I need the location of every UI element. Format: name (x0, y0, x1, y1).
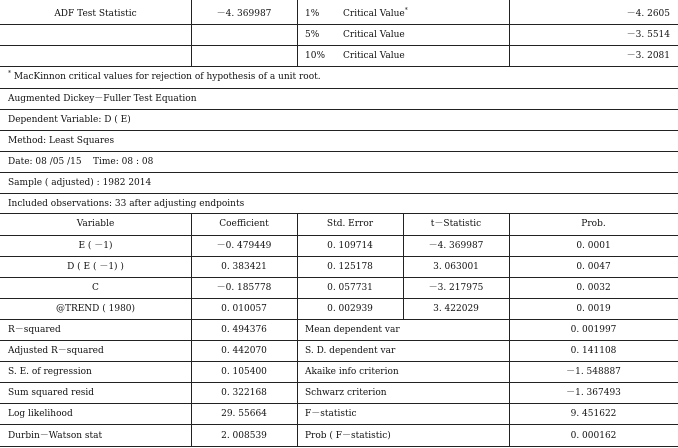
equation-title: Augmented Dickey－Fuller Test Equation (8, 94, 197, 104)
table-row-prob: 0. 0001 (576, 241, 611, 251)
table-row-t-stat: 3. 063001 (433, 262, 479, 272)
method: Method: Least Squares (8, 136, 115, 146)
table-row-t-stat: 3. 422029 (433, 304, 479, 314)
table-row-coefficient: 0. 383421 (221, 262, 267, 272)
row-divider (0, 319, 678, 320)
row-divider (0, 109, 678, 110)
table-row-prob: 0. 0047 (576, 262, 611, 272)
stat-label: Akaike info criterion (305, 367, 399, 377)
table-row-coefficient: －0. 185778 (216, 283, 272, 293)
stat-value: 0. 105400 (221, 367, 267, 377)
stat-value: 0. 494376 (221, 325, 267, 335)
row-divider (0, 361, 678, 362)
stat-value: 0. 442070 (221, 346, 267, 356)
stat-value: 0. 322168 (221, 388, 267, 398)
crit-level-10: 10% (305, 51, 326, 61)
crit-value-1: －4. 2605 (626, 9, 670, 19)
crit-level-1: 1% (305, 9, 320, 19)
table-row-t-stat: －3. 217975 (428, 283, 484, 293)
col-divider (191, 319, 192, 446)
table-row-variable: @TREND ( 1980) (55, 304, 136, 314)
col-header-t-stat: t－Statistic (430, 219, 482, 229)
table-row-std-error: 0. 002939 (327, 304, 373, 314)
col-header-variable: Variable (76, 219, 115, 229)
stat-label: R－squared (8, 325, 61, 335)
dependent-variable: Dependent Variable: D ( E) (8, 115, 131, 125)
col-header-prob: Prob. (581, 219, 606, 229)
row-divider (0, 213, 678, 214)
row-divider (0, 151, 678, 152)
stat-label: Schwarz criterion (305, 388, 387, 398)
stat-label: Sum squared resid (8, 388, 95, 398)
stat-label: Mean dependent var (305, 325, 400, 335)
stat-label: F－statistic (305, 409, 357, 419)
table-row-std-error: 0. 109714 (327, 241, 373, 251)
row-divider (0, 88, 678, 89)
crit-label-5: Critical Value (343, 30, 405, 40)
stat-value: 29. 55664 (221, 409, 267, 419)
stat-label: S. D. dependent var (305, 346, 396, 356)
row-divider (0, 277, 678, 278)
stat-value: 0. 141108 (570, 346, 617, 356)
stat-value: 2. 008539 (221, 431, 267, 441)
table-row-std-error: 0. 125178 (327, 262, 373, 272)
row-divider (0, 130, 678, 131)
table-row-prob: 0. 0019 (576, 304, 611, 314)
stat-value: －1. 367493 (566, 388, 621, 398)
stat-label: S. E. of regression (8, 367, 92, 377)
footnote: * MacKinnon critical values for rejection of hypothesis of a unit root. (8, 70, 321, 82)
row-divider (0, 446, 678, 447)
stat-label: Durbin－Watson stat (8, 431, 103, 441)
stat-label: Adjusted R－squared (8, 346, 104, 356)
table-row-variable: E ( －1) (78, 241, 113, 251)
table-row-t-stat: －4. 369987 (428, 241, 484, 251)
table-row-prob: 0. 0032 (576, 283, 611, 293)
sample: Sample ( adjusted) : 1982 2014 (8, 178, 152, 188)
table-row-coefficient: 0. 010057 (221, 304, 267, 314)
row-divider (0, 298, 678, 299)
table-row-variable: C (92, 283, 99, 293)
stat-value: 0. 001997 (570, 325, 617, 335)
row-divider (0, 45, 678, 46)
crit-label-10: Critical Value (343, 51, 405, 61)
table-row-variable: D ( E ( －1) ) (67, 262, 124, 272)
date-time: Date: 08 /05 /15 Time: 08 : 08 (8, 157, 154, 167)
row-divider (0, 66, 678, 67)
table-row-coefficient: －0. 479449 (216, 241, 272, 251)
row-divider (0, 340, 678, 341)
row-divider (0, 424, 678, 425)
col-header-coefficient: Coefficient (219, 219, 269, 229)
row-divider (0, 172, 678, 173)
row-divider (0, 256, 678, 257)
col-divider (509, 319, 510, 446)
crit-value-10: －3. 2081 (626, 51, 670, 61)
stat-value: 9. 451622 (570, 409, 617, 419)
col-divider (297, 319, 298, 446)
stat-value: －1. 548887 (566, 367, 621, 377)
adf-stat-label: ADF Test Statistic (54, 9, 137, 19)
table-row-std-error: 0. 057731 (327, 283, 373, 293)
observations: Included observations: 33 after adjusting endpoints (8, 199, 245, 209)
adf-stat-value: －4. 369987 (216, 9, 272, 19)
row-divider (0, 193, 678, 194)
stat-label: Log likelihood (8, 409, 73, 419)
col-header-std-error: Std. Error (326, 219, 374, 229)
col-divider (297, 0, 298, 66)
crit-label-1: Critical Value* (343, 7, 408, 19)
crit-level-5: 5% (305, 30, 320, 40)
stat-value: 0. 000162 (570, 431, 617, 441)
row-divider (0, 382, 678, 383)
row-divider (0, 235, 678, 236)
crit-value-5: －3. 5514 (626, 30, 670, 40)
stat-label: Prob ( F－statistic) (305, 431, 391, 441)
row-divider (0, 24, 678, 25)
row-divider (0, 403, 678, 404)
